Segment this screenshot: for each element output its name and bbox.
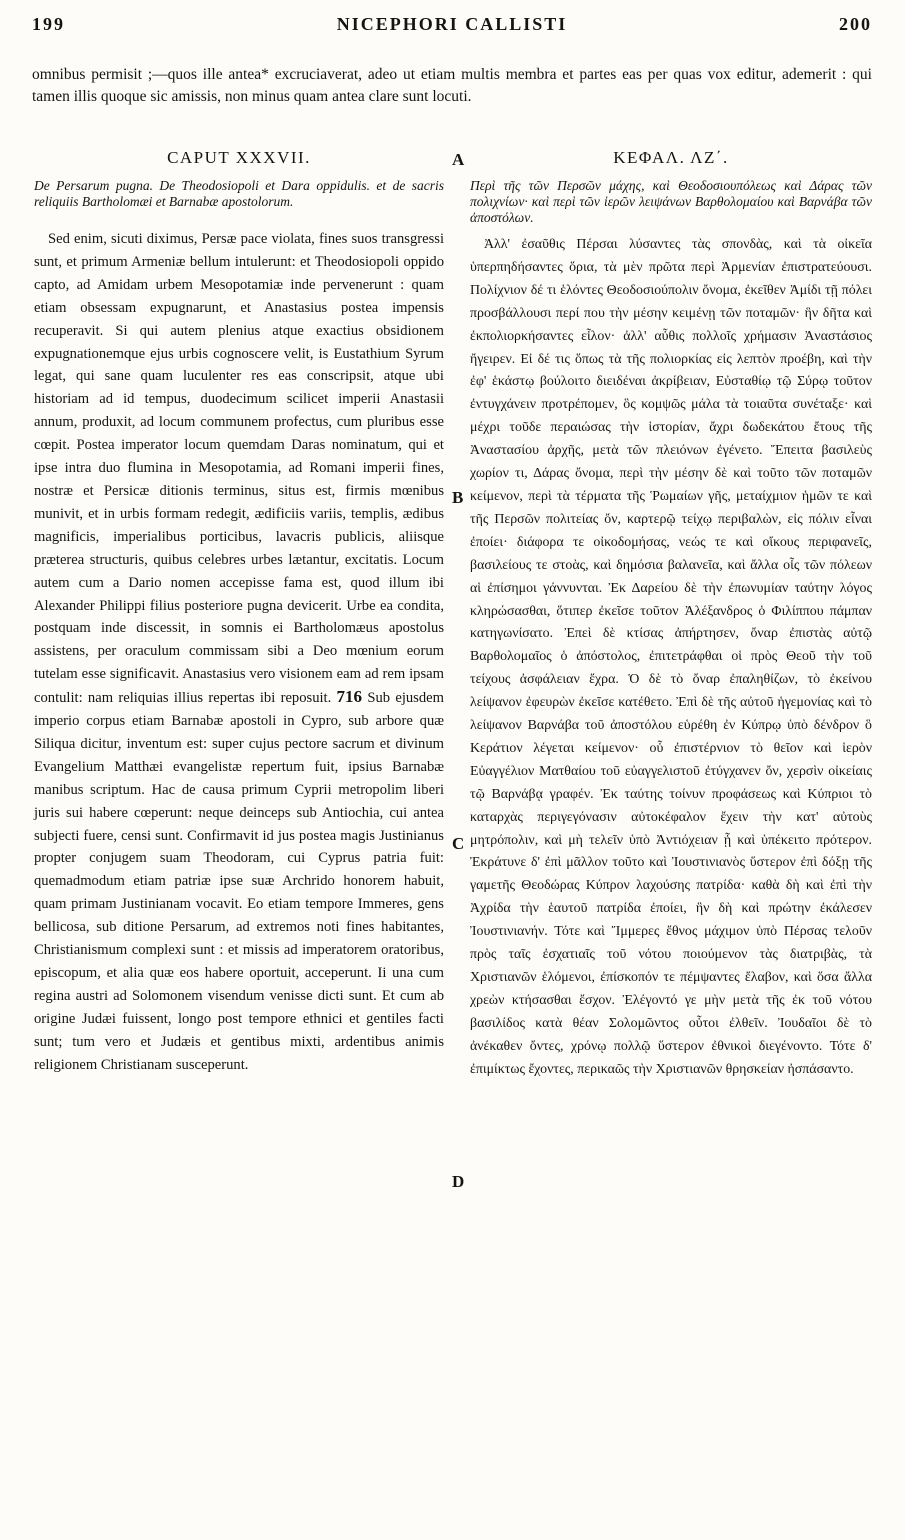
latin-body [34, 228, 444, 1077]
running-title: NICEPHORI CALLISTI [336, 14, 568, 34]
margin-letter-b: B [452, 488, 464, 507]
latin-chapter-summary: De Persarum pugna. De Theodosiopoli et Dara oppidulis. et de sacris reliquiis Bartholomæi et Barnabæ apostolorum. [34, 178, 444, 209]
page-number-left: 199 [32, 14, 65, 34]
greek-chapter-summary: Περὶ τῆς τῶν Περσῶν μάχης, καὶ Θεοδοσιουπόλεως καὶ Δάρας τῶν πολιχνίων· καὶ περὶ τῶν ἱερῶν λειψάνων Βαρθολομαίου καὶ Βαρνάβα τῶν ἀποστόλων. [470, 178, 872, 225]
latin-body-part-1: Sed enim, sicuti diximus, Persæ pace violata, fines suos transgressi sunt, et primum Armeniæ bellum intulerunt: et Theodosiopoli oppido capto, ad Amidam urbem Mesopotamiæ inde pervenerunt : quam etiam obsessam expugnarunt, et Anastasius postea impensis recuperavit. Si qui autem plenius atque exactius obsidionem expugnationemque ejus urbis cognoscere velit, is Eustathium Syrum legat, qui sane quam luculenter res eas conscripsit, atque ubi historiam ad id tempus, duodecimum scilicet imperii Anastasii annum, produxit, ad locum communem profectus, cum pluribus esse cœpit. Postea imperator locum quemdam Daras nominatum, qui et ipse intra duo flumina in Mesopotamia, ad Romani imperii fines, nostræ et Persicæ ditionis terminus, situs est, firmis mœnibus munivit, et in urbis formam redegit, ædificiis variis, templis, ædibus magnificis, imperialibus porticibus, lavacris publicis, aliisque præterea structuris, quibus celebres urbes lætantur, excitatis. Locum autem cum a Dario nomen accepisse fama est, quod illum ibi Alexander Philippi filius posteriore pugna devicerit. Urbe ea condita, postquam inde discessit, in somnis ei Bartholomæus apostolus assistens, per oraculum commissam sibi a Deo mœnium eorum tutelam esse significavit. Anastasius vero visionem eam ad rem ipsam contulit: nam reliquias illius repertas ibi reposuit. [34, 231, 444, 707]
latin-column [34, 148, 444, 1077]
intro-paragraph: omnibus permisit ;—quos ille antea* excruciaverat, adeo ut etiam multis membra et partes eas per quas vox editur, ademerit : qui tamen illis quoque sic amissis, non minus quam antea clare sunt locuti. [32, 66, 872, 105]
margin-letter-a: A [452, 150, 465, 169]
page-number-right: 200 [839, 14, 872, 34]
latin-chapter-heading: CAPUT XXXVII. [167, 148, 311, 167]
margin-letter-c: C [452, 834, 465, 853]
page-marker: 716 [336, 687, 363, 707]
running-head [32, 14, 872, 44]
greek-column [470, 148, 872, 1082]
margin-letter-d: D [452, 1172, 465, 1191]
greek-chapter-heading: ΚΕΦΑΛ. ΛΖ΄. [613, 148, 729, 167]
greek-body: Ἀλλ' ἐσαῦθις Πέρσαι λύσαντες τὰς σπονδὰς, καὶ τὰ οἰκεῖα ὑπερπηδήσαντες ὅρια, τὰ μὲν πρῶτα περὶ Ἀρμενίαν ἐπιστρατεύουσι. Πολίχνιον δέ τι ἑλόντες Θεοδοσιούπολιν ὄνομα, ἐκεῖθεν Ἀμίδι τῇ πόλει προσβάλλουσι περί που τὴν μέσην κειμένῃ τῶν ποταμῶν· ἣν δῆτα καὶ ἐκπολιορκήσαντες εἷλον· ἀλλ' αὖθις πολλοῖς χρήμασιν Ἀναστάσιος ἤγειρεν. Εἰ δέ τις ὅπως τὰ τῆς πολιορκίας εἰς λεπτὸν προέβη, καὶ τὴν ἐφ' ἑκάστῳ βούλοιτο διειδέναι ἀκρίβειαν, Εὐσταθίῳ τῷ Σύρῳ τοῦτον ἐντυγχάνειν προτρέπομεν, ὃς κομψῶς μάλα τὰ τοιαῦτα συνέταξε· καὶ μέχρι τοῦδε περαιώσας τὴν ἱστορίαν, ἄχρι δωδεκάτου ἔτους τῆς Ἀναστασίου ἀρχῆς, μετὰ τῶν πλειόνων ἐγένετο. Ἔπειτα βασιλεὺς χωρίον τι, Δάρας ὄνομα, περὶ τὴν μέσην δὲ καὶ τοῦτο τῶν ποταμῶν κείμενον, περὶ τὰ τέρματα τῆς Ῥωμαίων γῆς, μεταίχμιον ἡμῶν τε καὶ τῆς Περσῶν πολιτείας ὄν, καρτερῷ τείχῳ περιβαλὼν, εἰς πόλιν εἶναι ἐποίει· διάφορα τε οἰκοδομήσας, νεώς τε καὶ οἴκους περιφανεῖς, βασιλείους τε στοὰς, καὶ δημόσια βαλανεῖα, καὶ ἄλλα οἷς τῶν πόλεων αἱ ἐπίσημοι γάννυνται. Ἐκ Δαρείου δὲ τὴν ἐπωνυμίαν ταύτην λόγος κληρώσασθαι, ὅτιπερ ἐκεῖσε τοῦτον Ἀλέξανδρος ὁ Φιλίππου πάμπαν κατηγωνίσατο. Ἐπεὶ δὲ κτίσας ἀπήρτησεν, ὄναρ ἐπιστὰς αὐτῷ Βαρθολομαῖος ὁ ἀπόστολος, ἐπιτετράφθαι οἱ πρὸς Θεοῦ τὴν τοῦ τείχους ἀσφάλειαν ἔχρα. Ὁ δὲ τὸ ὄναρ ἐπαληθίζων, τὸ ἐκείνου λείψανον ἐφευρὼν ἐκεῖσε κατέθετο. Ἐπὶ δὲ τῆς αὐτοῦ ἡγεμονίας καὶ τὸ λείψανον Βαρνάβα τοῦ ἀποστόλου εὑρέθη ἐν Κύπρῳ ὑπὸ δένδρον ὃ Κεράτιον λέγεται κείμενον· οὗ ἐπιστέρνιον τὸ θεῖον καὶ ἱερὸν Εὐαγγέλιον Ματθαίου τοῦ εὐαγγελιστοῦ ἐτύγχανεν ὄν, χερσὶν οἰκείαις τῷ Βαρνάβᾳ γραφέν. Ἐκ ταύτης τοίνυν προφάσεως καὶ Κύπριοι τὸ καταρχὰς περιγεγόνασιν αὐτοκέφαλον ἔχειν τὴν κατ' αὐτοὺς μητρόπολιν, καὶ μὴ τελεῖν ὑπὸ Ἀντιόχειαν ᾗ καὶ ὑπέκειτο πρότερον. Ἐκράτυνε δ' ἐπὶ μᾶλλον τοῦτο καὶ Ἰουστινιανὸς ὕστερον ἐπὶ δόξῃ τῆς γαμετῆς Θεοδώρας Κύπρον λαχούσης πατρίδα· καθὰ δὴ καὶ ἐπὶ τὴν Ἀχρίδα τὴν ἑαυτοῦ πατρίδα ἐποίει, ἣν δὴ καὶ πρώτην ἐκάλεσεν Ἰουστινιανήν. Τότε καὶ Ἴμμερες ἔθνος μάχιμον ὑπὸ Πέρσας τελοῦν πρὸς ταῖς ἐσχατιαῖς τοῦ νότου ποιούμενον τὰς διατριβὰς, τὰ Χριστιανῶν ἑλόμενοι, ἐπίσκοπόν τε πέμψαντες ἔλαβον, καὶ ὅσα ἄλλα χρεὼν κτήσασθαι ἔσχον. Ἐλέγοντό γε μὴν μετὰ τῆς ἐκ τοῦ νότου βασιλίδος κατὰ θέαν Σολομῶντος οὗτοι ἐλθεῖν. Ἰουδαῖοι δὲ τὸ ἀνέκαθεν ὄντες, χρόνῳ πολλῷ ὕστερον ἐθνικοὶ διεγένοντο. Τότε δ' ἐπιμίκτως ἔχοντες, περικαῶς τὴν Χριστιανῶν θρησκείαν ἠσπάσαντο. [470, 237, 872, 1077]
latin-body-part-2: Sub ejusdem imperio corpus etiam Barnabæ apostoli in Cypro, sub arbore quæ Siliqua dicitur, inventum est: super cujus pectore sacrum et divinum Evangelium Matthæi evangelistæ repertum fuit, ipsius Barnabæ manibus scriptum. Hac de causa primum Cyprii metropolim liberi juris sui habere cœperunt: neque deinceps sub Antiochia, cui antea subjecti fuere, censi sunt. Confirmavit id jus postea magis Justinianus propter conjugem suam Theodoram, cui Cyprus patria fuit: quemadmodum etiam patriæ ipse suæ Archrido honorem habuit, quam primam Justinianam vocavit. Eo etiam tempore Immeres, gens bellicosa, sub ditione Persarum, ad extremos noti fines habitantes, Christianismum complexi sunt : et missis ad imperatorem oratoribus, episcopum, et alia quæ eos habere oportuit, acceperunt. Ii una cum regina austri ad Solomonem visendum venisse dicti sunt. Et cum ab origine Judæi fuissent, longo post tempore ethnici et gentiles facti sunt; tum vero et Judæis et gentibus mixti, ardentibus animis religionem Christianam susceperunt. [34, 690, 444, 1073]
